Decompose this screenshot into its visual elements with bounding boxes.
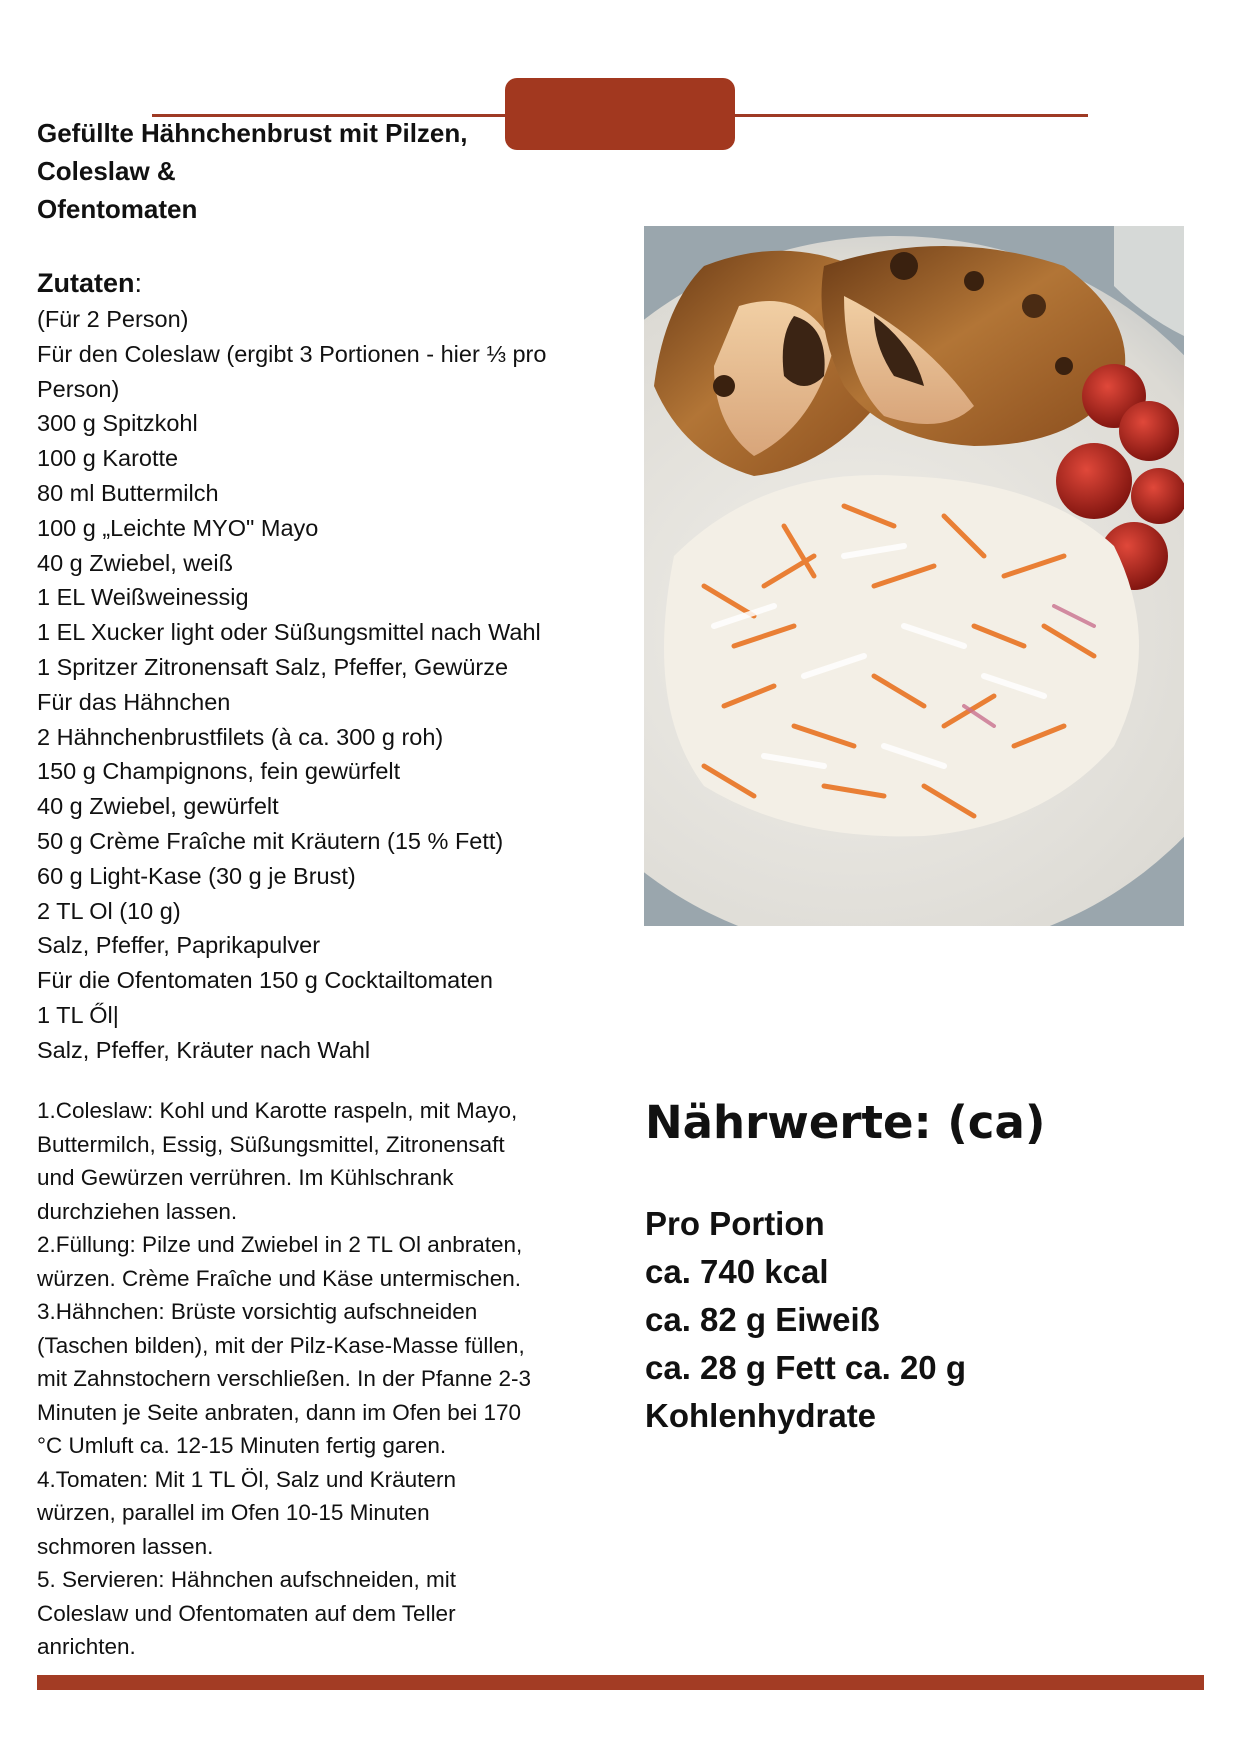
step-line: würzen. Crème Fraîche und Käse untermischen. [37, 1265, 521, 1291]
step-line: Buttermilch, Essig, Süßungsmittel, Zitronensaft [37, 1131, 505, 1157]
step-line: Coleslaw und Ofentomaten auf dem Teller [37, 1600, 456, 1626]
ingredient-line: 1 EL Xucker light oder Süßungsmittel nach Wahl [37, 619, 541, 646]
step-line: 3.Hähnchen: Brüste vorsichtig aufschneiden [37, 1299, 478, 1324]
recipe-title [37, 114, 557, 228]
nutrition-line: ca. 740 kcal [645, 1253, 829, 1290]
title-line: Gefüllte Hähnchenbrust mit Pilzen, [37, 118, 468, 148]
nutrition-title: Nährwerte: (ca) [645, 1096, 1046, 1149]
ingredient-line: 1 TL Ől| [37, 1001, 119, 1028]
step-line: würzen, parallel im Ofen 10-15 Minuten [37, 1500, 430, 1525]
ingredients-heading [37, 266, 597, 300]
ingredient-line: Person) [37, 375, 120, 402]
step-line: durchziehen lassen. [37, 1198, 238, 1224]
step-line: (Taschen bilden), mit der Pilz-Kase-Masse füllen, [37, 1332, 525, 1358]
nutrition-line: ca. 28 g Fett ca. 20 g [645, 1349, 966, 1386]
preparation-steps [37, 1094, 597, 1664]
step-line: 4.Tomaten: Mit 1 TL Öl, Salz und Kräutern [37, 1466, 456, 1492]
ingredient-line: 40 g Zwiebel, weiß [37, 549, 233, 576]
ingredient-line: 300 g Spitzkohl [37, 410, 198, 437]
ingredient-line: Salz, Pfeffer, Kräuter nach Wahl [37, 1036, 371, 1063]
ingredient-line: Salz, Pfeffer, Paprikapulver [37, 932, 321, 959]
nutrition-line: Kohlenhydrate [645, 1397, 877, 1434]
ingredient-line: 1 EL Weißweinessig [37, 584, 249, 611]
ingredients-heading-label: Zutaten [37, 268, 135, 298]
step-line: Minuten je Seite anbraten, dann im Ofen bei 170 [37, 1399, 522, 1425]
title-line: Coleslaw & [37, 156, 176, 186]
ingredients-section [37, 266, 597, 1068]
nutrition-line: Pro Portion [645, 1205, 825, 1242]
ingredient-line: Für den Coleslaw (ergibt 3 Portionen - hier ⅓ pro [37, 340, 547, 367]
step-line: 5. Servieren: Hähnchen aufschneiden, mit [37, 1567, 456, 1592]
nutrition-line: ca. 82 g Eiweiß [645, 1301, 880, 1338]
step-line: anrichten. [37, 1634, 136, 1659]
ingredient-line: Für die Ofentomaten 150 g Cocktailtomaten [37, 967, 493, 994]
footer-accent-bar [37, 1675, 1204, 1690]
dish-photo [644, 226, 1184, 926]
ingredient-line: 40 g Zwiebel, gewürfelt [37, 793, 279, 820]
ingredient-line: 2 TL Ol (10 g) [37, 897, 181, 924]
step-line: 1.Coleslaw: Kohl und Karotte raspeln, mit Mayo, [37, 1098, 518, 1123]
ingredient-line: 50 g Crème Fraîche mit Kräutern (15 % Fett) [37, 827, 504, 854]
nutrition-facts [645, 1200, 966, 1440]
ingredient-line: 80 ml Buttermilch [37, 479, 219, 506]
ingredients-heading-colon: : [134, 268, 143, 298]
title-line: Ofentomaten [37, 194, 198, 224]
ingredient-line: 1 Spritzer Zitronensaft Salz, Pfeffer, Gewürze [37, 653, 509, 680]
step-line: 2.Füllung: Pilze und Zwiebel in 2 TL Ol anbraten, [37, 1232, 523, 1257]
ingredient-line: (Für 2 Person) [37, 306, 189, 332]
dish-illustration [644, 226, 1184, 926]
step-line: schmoren lassen. [37, 1533, 214, 1559]
ingredient-line: 60 g Light-Kase (30 g je Brust) [37, 862, 356, 889]
ingredient-line: 150 g Champignons, fein gewürfelt [37, 758, 401, 785]
step-line: mit Zahnstochern verschließen. In der Pfanne 2-3 [37, 1366, 532, 1391]
step-line: °C Umluft ca. 12-15 Minuten fertig garen. [37, 1433, 447, 1458]
ingredient-line: 100 g „Leichte MYO" Mayo [37, 514, 319, 541]
ingredient-line: 2 Hähnchenbrustfilets (à ca. 300 g roh) [37, 723, 444, 750]
step-line: und Gewürzen verrühren. Im Kühlschrank [37, 1165, 454, 1190]
ingredient-line: Für das Hähnchen [37, 688, 231, 715]
ingredient-line: 100 g Karotte [37, 445, 179, 472]
